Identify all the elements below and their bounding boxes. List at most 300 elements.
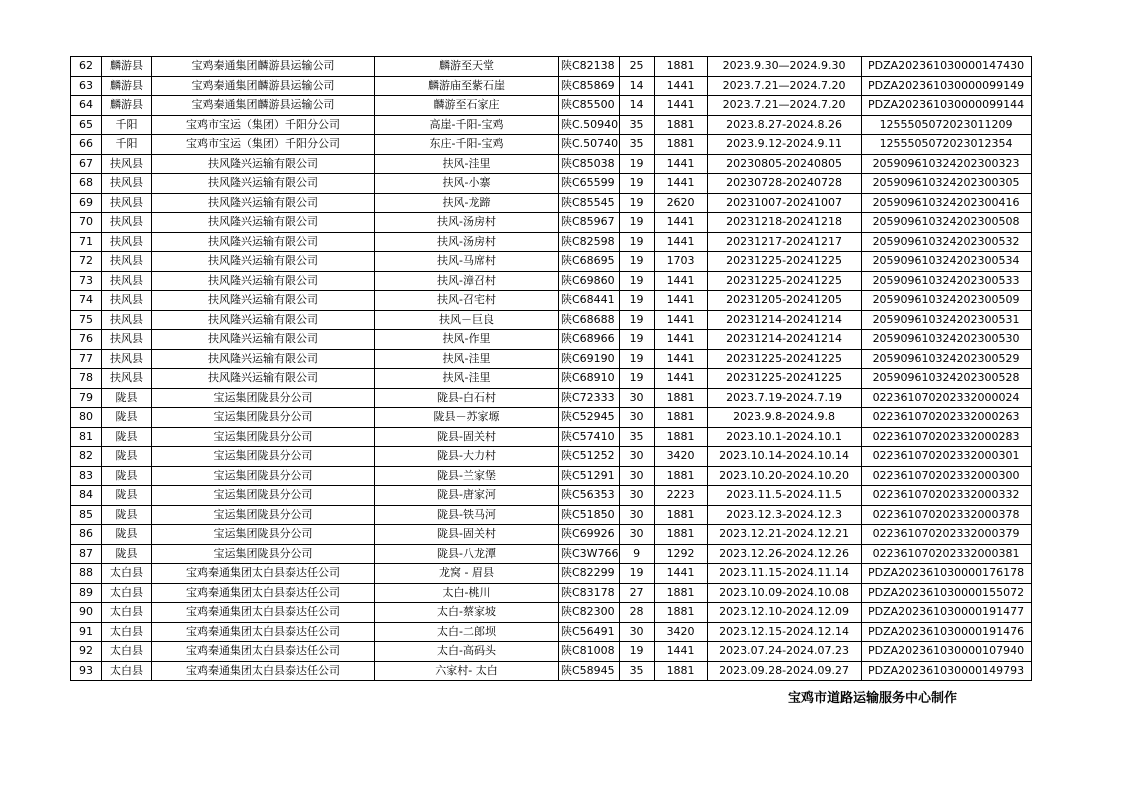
row-number-cell: 78: [71, 369, 102, 389]
route-cell: 扶风-汤房村: [375, 232, 559, 252]
row-number-cell: 71: [71, 232, 102, 252]
route-cell: 扶风－巨良: [375, 310, 559, 330]
company-cell: 扶风隆兴运输有限公司: [152, 193, 375, 213]
seats-cell: 19: [619, 369, 654, 389]
table-row: [71, 544, 1032, 564]
route-cell: 龙窝 - 眉县: [375, 564, 559, 584]
row-number-cell: 91: [71, 622, 102, 642]
company-cell: 宝鸡秦通集团麟游县运输公司: [152, 96, 375, 116]
seats-cell: 9: [619, 544, 654, 564]
county-cell: 太白县: [102, 603, 152, 623]
table-row: [71, 661, 1032, 681]
company-cell: 宝运集团陇县分公司: [152, 408, 375, 428]
plate-cell: 陕C82300: [559, 603, 620, 623]
seats-cell: 19: [619, 349, 654, 369]
certificate-number-cell: 205909610324202300532: [861, 232, 1031, 252]
row-number-cell: 64: [71, 96, 102, 116]
certificate-number-cell: 205909610324202300530: [861, 330, 1031, 350]
seats-cell: 28: [619, 603, 654, 623]
route-cell: 麟游庙至紫石崖: [375, 76, 559, 96]
county-cell: 太白县: [102, 564, 152, 584]
table-row: [71, 291, 1032, 311]
company-cell: 宝鸡秦通集团太白县泰达任公司: [152, 564, 375, 584]
fee-cell: 1881: [654, 525, 707, 545]
validity-cell: 2023.7.21—2024.7.20: [707, 96, 861, 116]
validity-cell: 2023.11.5-2024.11.5: [707, 486, 861, 506]
fee-cell: 1441: [654, 76, 707, 96]
seats-cell: 19: [619, 310, 654, 330]
plate-cell: 陕C81008: [559, 642, 620, 662]
route-cell: 扶风-作里: [375, 330, 559, 350]
county-cell: 陇县: [102, 427, 152, 447]
certificate-number-cell: 205909610324202300529: [861, 349, 1031, 369]
fee-cell: 1881: [654, 505, 707, 525]
certificate-number-cell: PDZA202361030000099144: [861, 96, 1031, 116]
route-cell: 陇县-唐家河: [375, 486, 559, 506]
plate-cell: 陕C51291: [559, 466, 620, 486]
certificate-number-cell: PDZA202361030000191476: [861, 622, 1031, 642]
county-cell: 扶风县: [102, 291, 152, 311]
validity-cell: 20230728-20240728: [707, 174, 861, 194]
fee-cell: 1441: [654, 310, 707, 330]
plate-cell: 陕C57410: [559, 427, 620, 447]
route-cell: 麟游至石家庄: [375, 96, 559, 116]
route-cell: 陇县-八龙潭: [375, 544, 559, 564]
certificate-number-cell: 022361070202332000024: [861, 388, 1031, 408]
route-cell: 扶风-小寨: [375, 174, 559, 194]
county-cell: 陇县: [102, 525, 152, 545]
county-cell: 陇县: [102, 505, 152, 525]
table-row: [71, 408, 1032, 428]
company-cell: 宝鸡秦通集团太白县泰达任公司: [152, 603, 375, 623]
table-body: [71, 57, 1032, 681]
seats-cell: 19: [619, 642, 654, 662]
validity-cell: 2023.10.09-2024.10.08: [707, 583, 861, 603]
seats-cell: 30: [619, 408, 654, 428]
validity-cell: 20231225-20241225: [707, 369, 861, 389]
county-cell: 千阳: [102, 115, 152, 135]
validity-cell: 2023.7.21—2024.7.20: [707, 76, 861, 96]
certificate-number-cell: 022361070202332000300: [861, 466, 1031, 486]
validity-cell: 20231007-20241007: [707, 193, 861, 213]
row-number-cell: 74: [71, 291, 102, 311]
company-cell: 扶风隆兴运输有限公司: [152, 291, 375, 311]
route-cell: 太白-桃川: [375, 583, 559, 603]
county-cell: 扶风县: [102, 213, 152, 233]
route-cell: 高崖-千阳-宝鸡: [375, 115, 559, 135]
table-row: [71, 388, 1032, 408]
certificate-number-cell: 022361070202332000379: [861, 525, 1031, 545]
seats-cell: 30: [619, 622, 654, 642]
row-number-cell: 88: [71, 564, 102, 584]
fee-cell: 1881: [654, 115, 707, 135]
table-row: [71, 76, 1032, 96]
row-number-cell: 86: [71, 525, 102, 545]
row-number-cell: 90: [71, 603, 102, 623]
seats-cell: 27: [619, 583, 654, 603]
company-cell: 扶风隆兴运输有限公司: [152, 349, 375, 369]
company-cell: 宝鸡秦通集团太白县泰达任公司: [152, 642, 375, 662]
plate-cell: 陕C3W766: [559, 544, 620, 564]
validity-cell: 2023.12.21-2024.12.21: [707, 525, 861, 545]
seats-cell: 35: [619, 135, 654, 155]
validity-cell: 2023.12.15-2024.12.14: [707, 622, 861, 642]
certificate-number-cell: PDZA202361030000149793: [861, 661, 1031, 681]
seats-cell: 14: [619, 76, 654, 96]
validity-cell: 20231225-20241225: [707, 252, 861, 272]
fee-cell: 1441: [654, 349, 707, 369]
route-cell: 太白-高码头: [375, 642, 559, 662]
company-cell: 宝鸡秦通集团麟游县运输公司: [152, 76, 375, 96]
validity-cell: 20231225-20241225: [707, 349, 861, 369]
company-cell: 宝运集团陇县分公司: [152, 466, 375, 486]
plate-cell: 陕C85967: [559, 213, 620, 233]
fee-cell: 1881: [654, 408, 707, 428]
route-cell: 六家村- 太白: [375, 661, 559, 681]
plate-cell: 陕C72333: [559, 388, 620, 408]
county-cell: 扶风县: [102, 252, 152, 272]
plate-cell: 陕C52945: [559, 408, 620, 428]
route-cell: 太白-二郎坝: [375, 622, 559, 642]
fee-cell: 1441: [654, 564, 707, 584]
table-row: [71, 583, 1032, 603]
route-cell: 麟游至天堂: [375, 57, 559, 77]
validity-cell: 2023.8.27-2024.8.26: [707, 115, 861, 135]
table-row: [71, 174, 1032, 194]
certificate-number-cell: 1255505072023011209: [861, 115, 1031, 135]
route-cell: 扶风-洼里: [375, 154, 559, 174]
validity-cell: 20231225-20241225: [707, 271, 861, 291]
county-cell: 陇县: [102, 466, 152, 486]
row-number-cell: 82: [71, 447, 102, 467]
company-cell: 宝运集团陇县分公司: [152, 486, 375, 506]
route-cell: 扶风-洼里: [375, 349, 559, 369]
row-number-cell: 70: [71, 213, 102, 233]
row-number-cell: 67: [71, 154, 102, 174]
plate-cell: 陕C69860: [559, 271, 620, 291]
plate-cell: 陕C65599: [559, 174, 620, 194]
company-cell: 扶风隆兴运输有限公司: [152, 174, 375, 194]
plate-cell: 陕C83178: [559, 583, 620, 603]
table-row: [71, 349, 1032, 369]
seats-cell: 30: [619, 505, 654, 525]
route-cell: 扶风-漳召村: [375, 271, 559, 291]
certificate-number-cell: 022361070202332000381: [861, 544, 1031, 564]
county-cell: 麟游县: [102, 57, 152, 77]
table-row: [71, 564, 1032, 584]
validity-cell: 2023.10.1-2024.10.1: [707, 427, 861, 447]
row-number-cell: 66: [71, 135, 102, 155]
plate-cell: 陕C69190: [559, 349, 620, 369]
seats-cell: 35: [619, 115, 654, 135]
row-number-cell: 68: [71, 174, 102, 194]
route-cell: 陇县－苏家塬: [375, 408, 559, 428]
fee-cell: 2223: [654, 486, 707, 506]
table-row: [71, 369, 1032, 389]
route-cell: 扶风-龙蹄: [375, 193, 559, 213]
county-cell: 扶风县: [102, 271, 152, 291]
company-cell: 扶风隆兴运输有限公司: [152, 369, 375, 389]
plate-cell: 陕C.50940: [559, 115, 620, 135]
company-cell: 宝鸡秦通集团太白县泰达任公司: [152, 622, 375, 642]
certificate-number-cell: 1255505072023012354: [861, 135, 1031, 155]
route-cell: 东庄-千阳-宝鸡: [375, 135, 559, 155]
plate-cell: 陕C68688: [559, 310, 620, 330]
company-cell: 宝运集团陇县分公司: [152, 427, 375, 447]
fee-cell: 1881: [654, 57, 707, 77]
fee-cell: 1441: [654, 174, 707, 194]
county-cell: 陇县: [102, 486, 152, 506]
county-cell: 扶风县: [102, 193, 152, 213]
fee-cell: 1881: [654, 603, 707, 623]
certificate-number-cell: PDZA202361030000107940: [861, 642, 1031, 662]
validity-cell: 20231205-20241205: [707, 291, 861, 311]
certificate-number-cell: 205909610324202300508: [861, 213, 1031, 233]
seats-cell: 19: [619, 271, 654, 291]
fee-cell: 1881: [654, 583, 707, 603]
validity-cell: 20231214-20241214: [707, 330, 861, 350]
route-cell: 扶风-马席村: [375, 252, 559, 272]
seats-cell: 19: [619, 193, 654, 213]
table-row: [71, 642, 1032, 662]
fee-cell: 3420: [654, 622, 707, 642]
company-cell: 宝运集团陇县分公司: [152, 505, 375, 525]
county-cell: 扶风县: [102, 310, 152, 330]
vehicle-permit-table: [70, 56, 1032, 681]
route-cell: 陇县-固关村: [375, 525, 559, 545]
fee-cell: 2620: [654, 193, 707, 213]
certificate-number-cell: 205909610324202300323: [861, 154, 1031, 174]
row-number-cell: 72: [71, 252, 102, 272]
row-number-cell: 63: [71, 76, 102, 96]
certificate-number-cell: 205909610324202300416: [861, 193, 1031, 213]
validity-cell: 2023.11.15-2024.11.14: [707, 564, 861, 584]
validity-cell: 2023.10.20-2024.10.20: [707, 466, 861, 486]
certificate-number-cell: PDZA202361030000155072: [861, 583, 1031, 603]
table-row: [71, 252, 1032, 272]
company-cell: 扶风隆兴运输有限公司: [152, 271, 375, 291]
seats-cell: 30: [619, 525, 654, 545]
certificate-number-cell: 205909610324202300533: [861, 271, 1031, 291]
route-cell: 陇县-大力村: [375, 447, 559, 467]
row-number-cell: 75: [71, 310, 102, 330]
seats-cell: 30: [619, 447, 654, 467]
company-cell: 宝鸡市宝运（集团）千阳分公司: [152, 135, 375, 155]
county-cell: 麟游县: [102, 96, 152, 116]
table-row: [71, 330, 1032, 350]
validity-cell: 2023.9.30—2024.9.30: [707, 57, 861, 77]
row-number-cell: 80: [71, 408, 102, 428]
row-number-cell: 77: [71, 349, 102, 369]
fee-cell: 1441: [654, 154, 707, 174]
plate-cell: 陕C85545: [559, 193, 620, 213]
validity-cell: 20231218-20241218: [707, 213, 861, 233]
certificate-number-cell: 022361070202332000378: [861, 505, 1031, 525]
county-cell: 麟游县: [102, 76, 152, 96]
fee-cell: 1441: [654, 213, 707, 233]
row-number-cell: 85: [71, 505, 102, 525]
seats-cell: 30: [619, 388, 654, 408]
county-cell: 扶风县: [102, 330, 152, 350]
plate-cell: 陕C51252: [559, 447, 620, 467]
table-row: [71, 466, 1032, 486]
company-cell: 扶风隆兴运输有限公司: [152, 330, 375, 350]
county-cell: 扶风县: [102, 154, 152, 174]
row-number-cell: 84: [71, 486, 102, 506]
fee-cell: 1881: [654, 388, 707, 408]
validity-cell: 2023.12.10-2024.12.09: [707, 603, 861, 623]
plate-cell: 陕C68441: [559, 291, 620, 311]
seats-cell: 25: [619, 57, 654, 77]
county-cell: 太白县: [102, 642, 152, 662]
table-row: [71, 154, 1032, 174]
route-cell: 扶风-洼里: [375, 369, 559, 389]
seats-cell: 35: [619, 661, 654, 681]
seats-cell: 19: [619, 291, 654, 311]
validity-cell: 2023.9.12-2024.9.11: [707, 135, 861, 155]
county-cell: 陇县: [102, 408, 152, 428]
plate-cell: 陕C56353: [559, 486, 620, 506]
seats-cell: 35: [619, 427, 654, 447]
county-cell: 扶风县: [102, 174, 152, 194]
row-number-cell: 69: [71, 193, 102, 213]
validity-cell: 20230805-20240805: [707, 154, 861, 174]
county-cell: 陇县: [102, 388, 152, 408]
fee-cell: 1441: [654, 330, 707, 350]
plate-cell: 陕C82138: [559, 57, 620, 77]
company-cell: 扶风隆兴运输有限公司: [152, 213, 375, 233]
row-number-cell: 92: [71, 642, 102, 662]
table-row: [71, 271, 1032, 291]
certificate-number-cell: 022361070202332000332: [861, 486, 1031, 506]
validity-cell: 2023.12.26-2024.12.26: [707, 544, 861, 564]
validity-cell: 2023.7.19-2024.7.19: [707, 388, 861, 408]
company-cell: 扶风隆兴运输有限公司: [152, 252, 375, 272]
certificate-number-cell: PDZA202361030000191477: [861, 603, 1031, 623]
table-row: [71, 115, 1032, 135]
route-cell: 陇县-固关村: [375, 427, 559, 447]
table-row: [71, 232, 1032, 252]
fee-cell: 1292: [654, 544, 707, 564]
fee-cell: 1441: [654, 369, 707, 389]
seats-cell: 19: [619, 564, 654, 584]
row-number-cell: 89: [71, 583, 102, 603]
fee-cell: 1703: [654, 252, 707, 272]
row-number-cell: 65: [71, 115, 102, 135]
company-cell: 宝鸡秦通集团太白县泰达任公司: [152, 661, 375, 681]
certificate-number-cell: PDZA202361030000176178: [861, 564, 1031, 584]
plate-cell: 陕C68910: [559, 369, 620, 389]
plate-cell: 陕C56491: [559, 622, 620, 642]
seats-cell: 19: [619, 174, 654, 194]
row-number-cell: 81: [71, 427, 102, 447]
certificate-number-cell: 205909610324202300528: [861, 369, 1031, 389]
company-cell: 宝运集团陇县分公司: [152, 388, 375, 408]
certificate-number-cell: 205909610324202300534: [861, 252, 1031, 272]
plate-cell: 陕C68966: [559, 330, 620, 350]
table-row: [71, 427, 1032, 447]
validity-cell: 2023.09.28-2024.09.27: [707, 661, 861, 681]
company-cell: 宝运集团陇县分公司: [152, 525, 375, 545]
fee-cell: 1441: [654, 271, 707, 291]
plate-cell: 陕C82299: [559, 564, 620, 584]
company-cell: 宝鸡市宝运（集团）千阳分公司: [152, 115, 375, 135]
route-cell: 陇县-兰家堡: [375, 466, 559, 486]
county-cell: 陇县: [102, 544, 152, 564]
plate-cell: 陕C85038: [559, 154, 620, 174]
validity-cell: 2023.10.14-2024.10.14: [707, 447, 861, 467]
table-row: [71, 622, 1032, 642]
route-cell: 陇县-白石村: [375, 388, 559, 408]
plate-cell: 陕C82598: [559, 232, 620, 252]
table-row: [71, 505, 1032, 525]
company-cell: 扶风隆兴运输有限公司: [152, 232, 375, 252]
certificate-number-cell: 205909610324202300305: [861, 174, 1031, 194]
fee-cell: 1441: [654, 232, 707, 252]
fee-cell: 1881: [654, 466, 707, 486]
seats-cell: 19: [619, 232, 654, 252]
route-cell: 扶风-汤房村: [375, 213, 559, 233]
table-row: [71, 310, 1032, 330]
company-cell: 宝运集团陇县分公司: [152, 544, 375, 564]
county-cell: 扶风县: [102, 369, 152, 389]
plate-cell: 陕C.50740: [559, 135, 620, 155]
validity-cell: 2023.9.8-2024.9.8: [707, 408, 861, 428]
county-cell: 太白县: [102, 583, 152, 603]
certificate-number-cell: 022361070202332000263: [861, 408, 1031, 428]
validity-cell: 20231217-20241217: [707, 232, 861, 252]
table-row: [71, 213, 1032, 233]
county-cell: 扶风县: [102, 349, 152, 369]
company-cell: 扶风隆兴运输有限公司: [152, 154, 375, 174]
plate-cell: 陕C85500: [559, 96, 620, 116]
fee-cell: 1881: [654, 135, 707, 155]
plate-cell: 陕C85869: [559, 76, 620, 96]
certificate-number-cell: 205909610324202300509: [861, 291, 1031, 311]
route-cell: 太白-蔡家坡: [375, 603, 559, 623]
seats-cell: 19: [619, 252, 654, 272]
seats-cell: 19: [619, 213, 654, 233]
fee-cell: 1881: [654, 661, 707, 681]
plate-cell: 陕C51850: [559, 505, 620, 525]
table-row: [71, 603, 1032, 623]
certificate-number-cell: 022361070202332000301: [861, 447, 1031, 467]
validity-cell: 2023.07.24-2024.07.23: [707, 642, 861, 662]
row-number-cell: 87: [71, 544, 102, 564]
seats-cell: 19: [619, 330, 654, 350]
certificate-number-cell: PDZA202361030000099149: [861, 76, 1031, 96]
row-number-cell: 73: [71, 271, 102, 291]
fee-cell: 1441: [654, 291, 707, 311]
row-number-cell: 83: [71, 466, 102, 486]
footer-credit: 宝鸡市道路运输服务中心制作: [788, 691, 958, 706]
fee-cell: 1881: [654, 427, 707, 447]
company-cell: 宝鸡秦通集团麟游县运输公司: [152, 57, 375, 77]
row-number-cell: 79: [71, 388, 102, 408]
county-cell: 扶风县: [102, 232, 152, 252]
fee-cell: 1441: [654, 96, 707, 116]
company-cell: 扶风隆兴运输有限公司: [152, 310, 375, 330]
seats-cell: 14: [619, 96, 654, 116]
plate-cell: 陕C69926: [559, 525, 620, 545]
table-row: [71, 486, 1032, 506]
table-row: [71, 525, 1032, 545]
company-cell: 宝运集团陇县分公司: [152, 447, 375, 467]
validity-cell: 20231214-20241214: [707, 310, 861, 330]
plate-cell: 陕C68695: [559, 252, 620, 272]
table-row: [71, 96, 1032, 116]
table-row: [71, 57, 1032, 77]
